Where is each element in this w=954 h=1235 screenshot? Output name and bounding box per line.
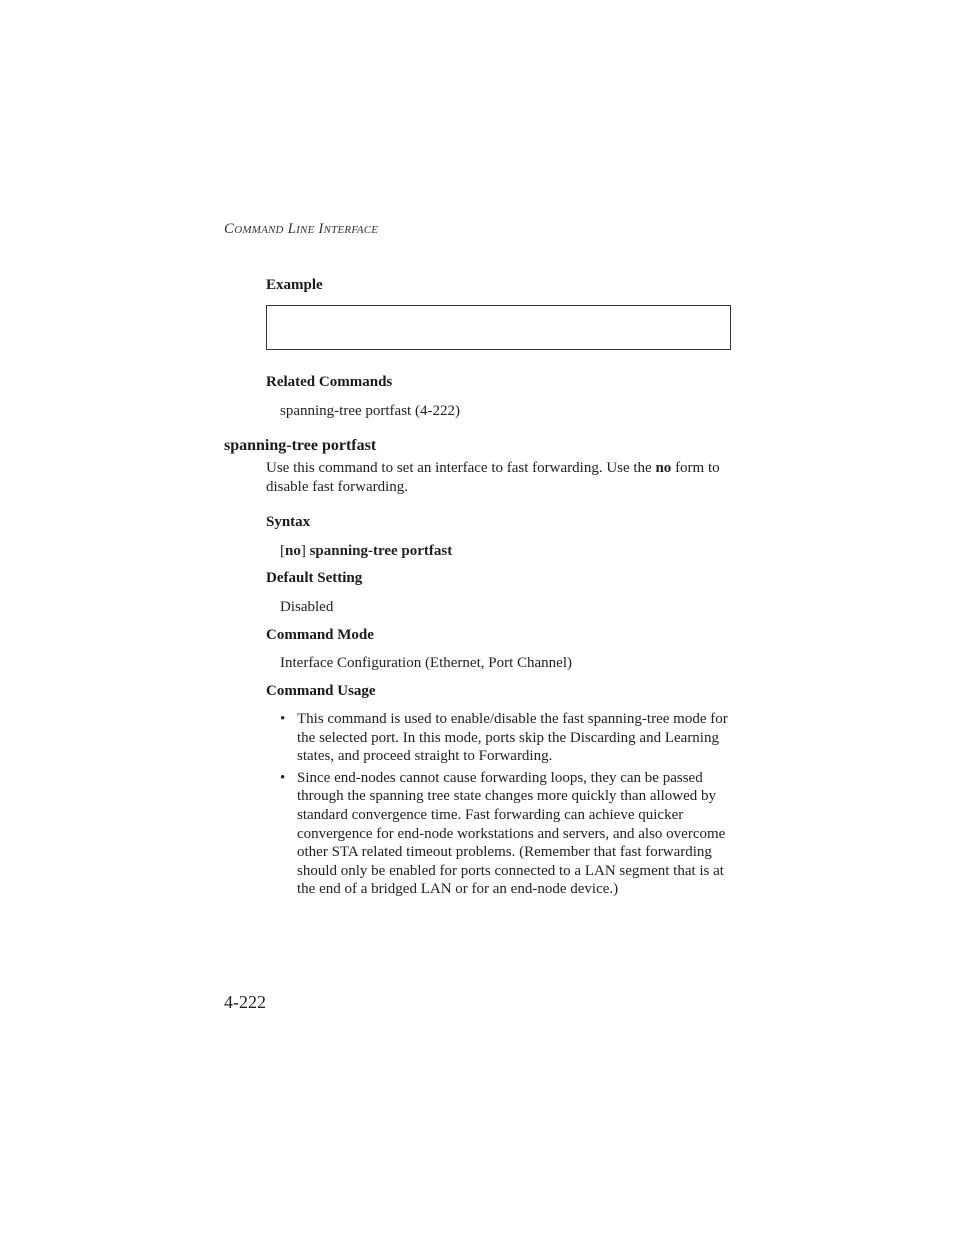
list-item-text: Since end-nodes cannot cause forwarding loops, they can be passed through the spanning tree state changes more quickly than allowed by standard convergence time. Fast forwarding can achieve quicker convergence for end-node workstations and servers, and also overcome other STA related timeout problems. (Remember that fast forwarding should only be enabled for ports connected to a LAN segment that is at the end of a bridged LAN or for an end-node device.) — [297, 769, 726, 898]
command-description — [266, 459, 736, 497]
example-heading: Example — [266, 277, 323, 293]
related-commands-heading: Related Commands — [266, 374, 393, 390]
default-setting-value: Disabled — [280, 599, 334, 615]
running-header: Command Line Interface — [224, 221, 379, 237]
no-keyword: no — [655, 460, 672, 476]
bullet-glyph: • — [280, 711, 286, 727]
page-number: 4-222 — [224, 992, 266, 1012]
description-text-end: form to disable fast forwarding. — [266, 460, 720, 495]
command-mode-heading: Command Mode — [266, 627, 374, 643]
command-mode-value: Interface Configuration (Ethernet, Port Channel) — [280, 655, 572, 671]
command-usage-heading: Command Usage — [266, 683, 376, 699]
description-text: Use this command to set an interface to fast forwarding. Use the — [266, 460, 656, 476]
syntax-close-bracket: ] — [300, 543, 310, 559]
list-item — [280, 769, 732, 899]
syntax-heading: Syntax — [266, 514, 311, 530]
syntax-line — [280, 542, 452, 561]
example-code-box — [266, 305, 731, 350]
default-setting-heading: Default Setting — [266, 570, 363, 586]
command-title: spanning-tree portfast — [224, 437, 377, 454]
syntax-no: no — [285, 543, 301, 559]
related-command-link[interactable]: spanning-tree portfast (4-222) — [280, 403, 460, 419]
syntax-open-bracket: [ — [280, 543, 285, 559]
command-usage-list — [280, 710, 732, 902]
list-item — [280, 710, 732, 766]
bullet-glyph: • — [280, 769, 286, 786]
syntax-command: spanning-tree portfast — [309, 543, 453, 559]
list-item-text: This command is used to enable/disable the fast spanning-tree mode for the selected port. In this mode, ports skip the Discarding and Learning states, and proceed straight to Forwarding. — [297, 711, 728, 765]
